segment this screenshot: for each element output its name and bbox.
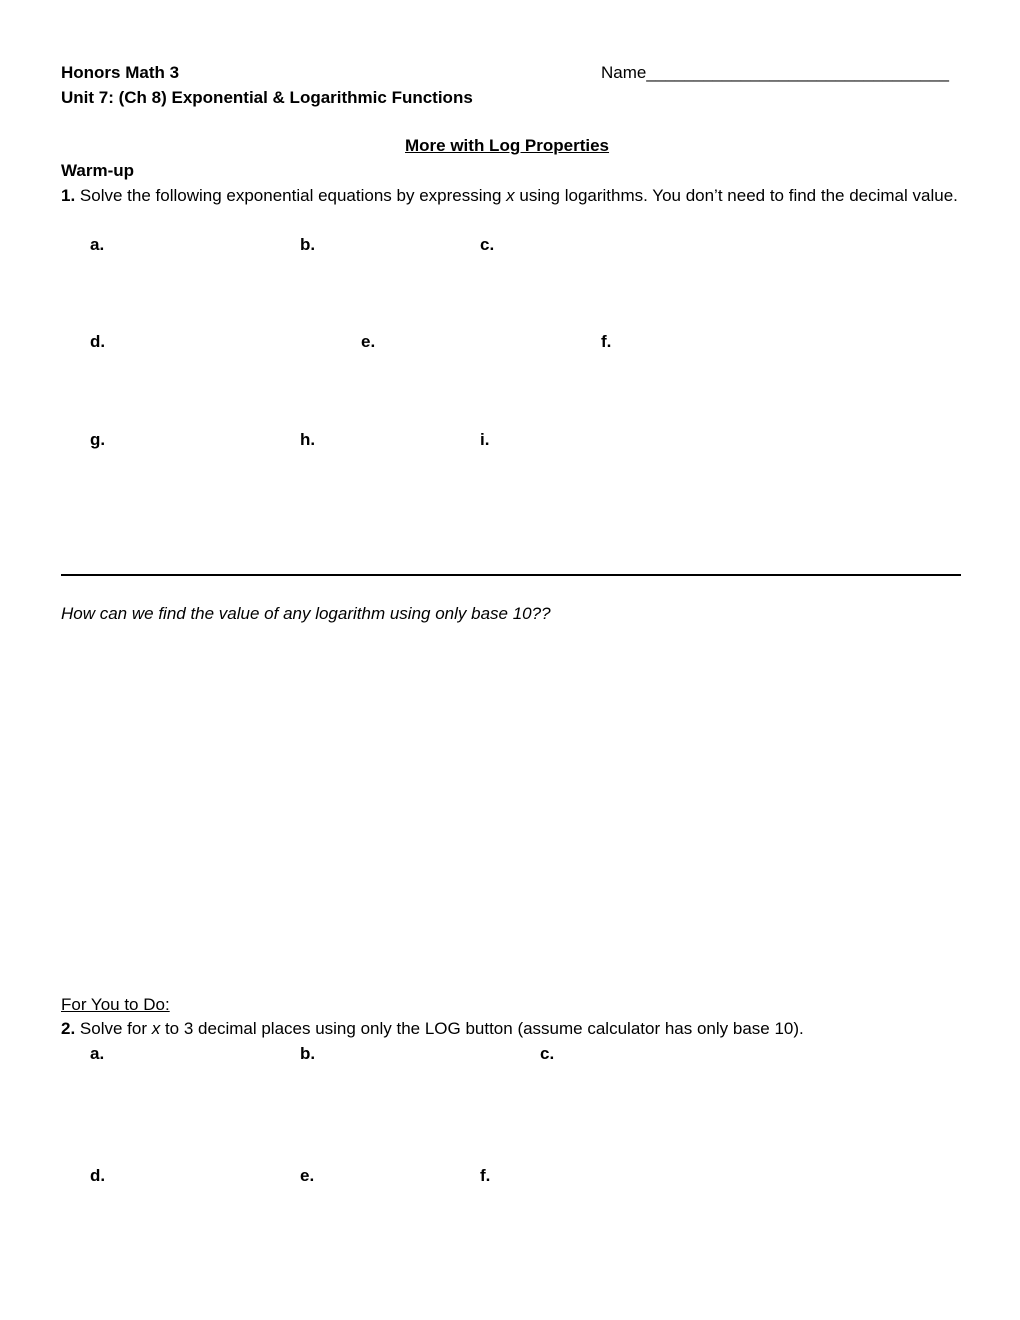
question-1: [61, 184, 961, 208]
practice-part-e: e.: [300, 1166, 315, 1185]
question-2-text-end: to 3 decimal places using only the LOG button (assume calculator has only base 10).: [160, 1019, 804, 1038]
practice-part-f: f.: [480, 1166, 491, 1185]
question-2: [61, 1018, 804, 1040]
warmup-part-e: e.: [361, 332, 376, 351]
unit-title: Unit 7: (Ch 8) Exponential & Logarithmic Functions: [61, 88, 473, 107]
question-1-variable: x: [506, 186, 515, 205]
practice-part-c: c.: [540, 1044, 555, 1063]
warmup-part-i: i.: [480, 430, 490, 449]
warmup-part-d: d.: [90, 332, 106, 351]
question-2-variable: x: [151, 1019, 161, 1038]
practice-part-b: b.: [300, 1044, 316, 1063]
warmup-part-h: h.: [300, 430, 316, 449]
question-1-number: 1.: [61, 186, 76, 205]
warmup-part-b: b.: [300, 235, 316, 254]
name-blank-line: ________________________________: [646, 63, 949, 82]
warmup-part-f: f.: [601, 332, 612, 351]
question-1-text-end: using logarithms. You don’t need to find the decimal value.: [514, 186, 958, 205]
section-divider: [61, 574, 961, 576]
question-1-text-start: Solve the following exponential equations by expressing: [75, 186, 507, 205]
course-title: Honors Math 3: [61, 63, 180, 82]
warmup-part-c: c.: [480, 235, 495, 254]
question-2-number: 2.: [61, 1019, 76, 1038]
guiding-question: How can we find the value of any logarithm using only base 10??: [61, 604, 551, 623]
for-you-heading: For You to Do:: [61, 995, 170, 1014]
name-field[interactable]: [601, 62, 949, 84]
warmup-part-g: g.: [90, 430, 106, 449]
name-label: Name: [601, 63, 647, 82]
practice-part-a: a.: [90, 1044, 105, 1063]
practice-part-d: d.: [90, 1166, 106, 1185]
worksheet-title: More with Log Properties: [405, 136, 610, 155]
question-2-text-start: Solve for: [75, 1019, 152, 1038]
warmup-heading: Warm-up: [61, 161, 135, 180]
warmup-part-a: a.: [90, 235, 105, 254]
